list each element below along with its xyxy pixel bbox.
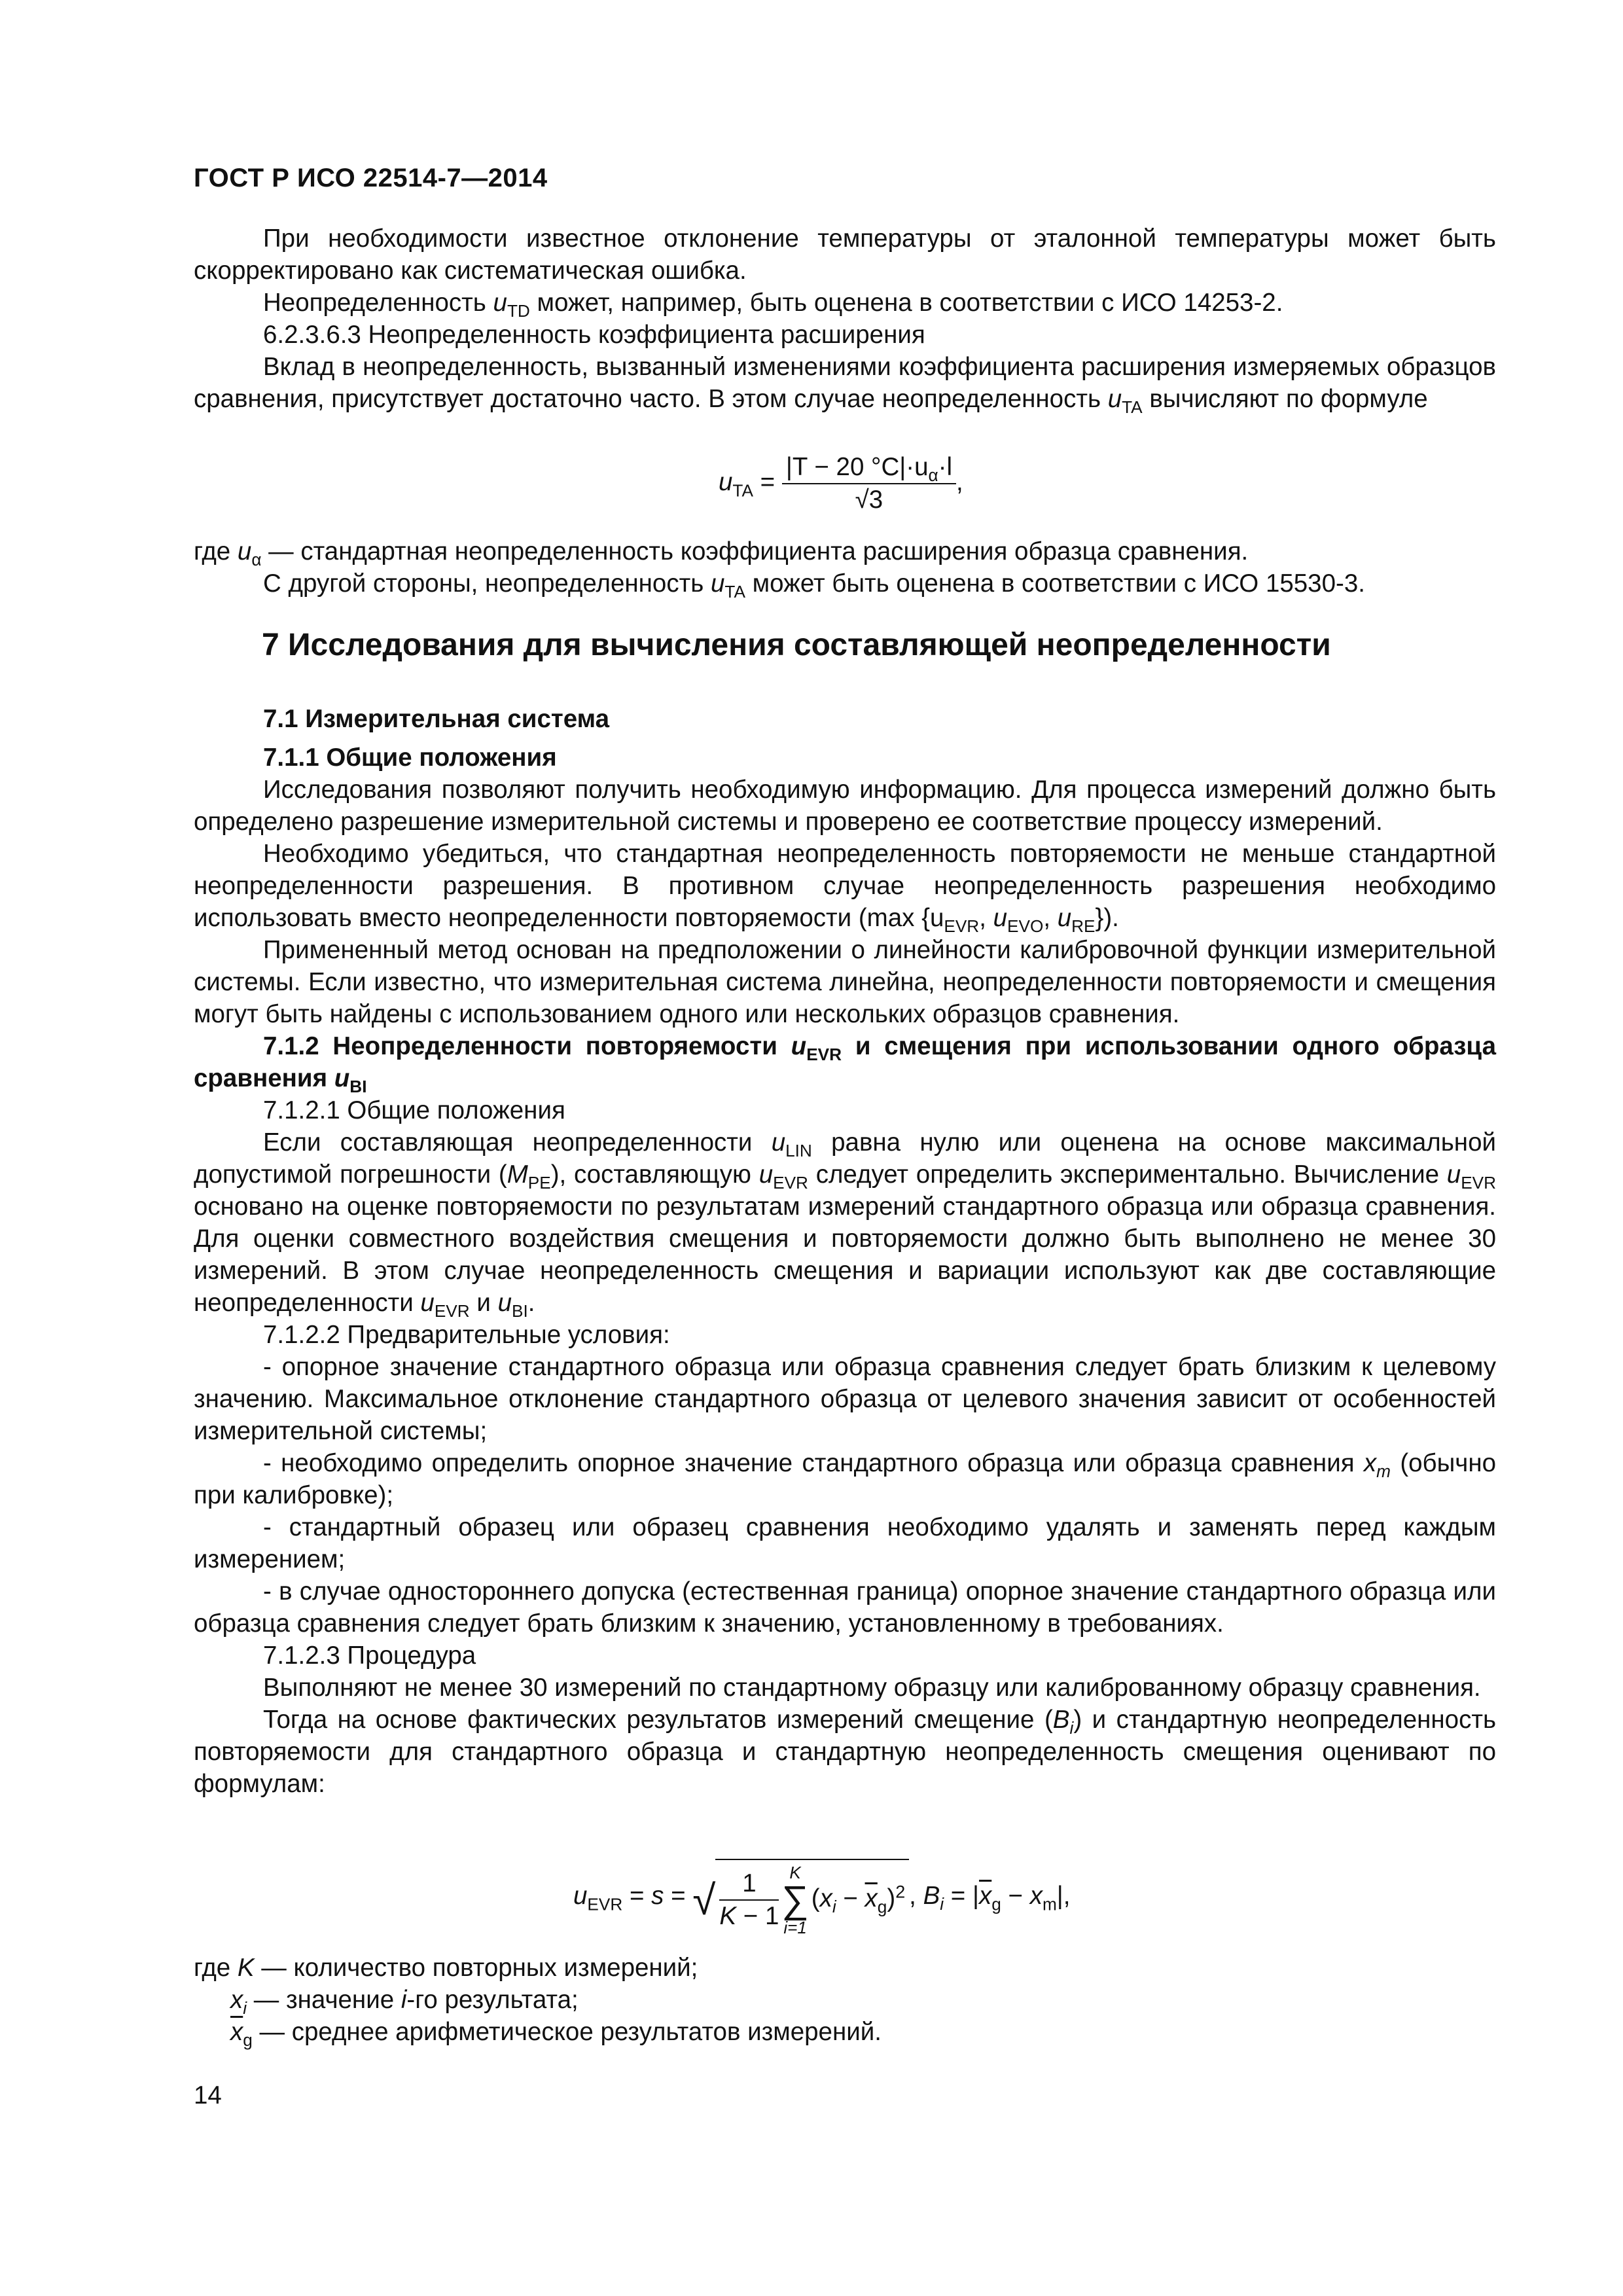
paragraph-linearity: Примененный метод основан на предположении о линейности калибровочной функции измерительной системы. Если известно, что измерительная система линейна, неопределенности повторяемости и смещения могут быть найдены с использованием одного или нескольких образцов сравнения. <box>194 936 1496 1028</box>
paragraph-ulin: Если составляющая неопределенности $u_{LIN}$ равна нулю или оценена на основе максимальной допустимой погрешности $(M_{PE})$, составляющую $u_{EVR}$ следует определить экспериментально. Вычисление $u_{EVR}$ основано на оценке повторяемости по результатам измерений стандартного образца или образца сравнения. Для оценки совместного воздействия смещения и повторяемости должно быть выполнено не менее 30 измерений. В этом случае неопределенность смещения и вариации используют как две составляющие неопределенности $u_{EVR}$ и $u_{BI}$. <box>194 1128 1497 1321</box>
sqrt-symbol: √ $\frac{1}{K - 1}$ K ∑ i=1 $(x_i - \overline{x}_g)^2$ <box>692 1859 909 1936</box>
subsection-7-1-2-1: 7.1.2.1 Общие положения <box>263 1096 565 1124</box>
paragraph-expansion: Вклад в неопределенность, вызванный изменениями коэффициента расширения измеряемых образцов сравнения, присутствует достаточно часто. В этом случае неопределенность $u_{TA}$ вычисляют по формуле <box>194 353 1496 418</box>
where-xg: $\overline{x}_g$ — среднее арифметическое результатов измерений. <box>230 2018 882 2051</box>
paragraph-research: Исследования позволяют получить необходимую информацию. Для процесса измерений должно быть определено разрешение измерительной системы и проверено ее соответствие процессу измерений. <box>194 776 1496 836</box>
subsection-7-1-2-3: 7.1.2.3 Процедура <box>263 1641 476 1670</box>
subsection-7-1-2: 7.1.2 Неопределенности повторяемости $u_{EVR}$ и смещения при использовании одного образца сравнения $u_{BI}$ <box>194 1032 1496 1097</box>
list-item-3: - стандартный образец или образец сравнения необходимо удалять и заменять перед каждым измерением; <box>194 1513 1496 1573</box>
section-7-title: 7 Исследования для вычисления составляющей неопределенности <box>262 628 1331 662</box>
text-block-section7 <box>194 703 1496 1800</box>
formula-numerator: |T − 20 °C|·u <box>785 453 929 481</box>
document-header: ГОСТ Р ИСО 22514-7—2014 <box>194 164 548 192</box>
formula-uevr: $u_{EVR} = s$ = √ $\frac{1}{K - 1}$ K ∑ i=1 $(x_i - \overline{x}_g)^2$ , $B_i = |\overline{x}_g - x_m|$, <box>573 1859 1070 1936</box>
text-block-top <box>194 223 1496 418</box>
paragraph-repeatability: Необходимо убедиться, что стандартная неопределенность повторяемости не меньше стандартной неопределенности разрешения. В противном случае неопределенность разрешения необходимо использовать вместо неопределенности повторяемости (max {$u_{EVR}$, $u_{EVO}$, $u_{RE}$}). <box>194 840 1496 937</box>
subsection-7-1: 7.1 Измерительная система <box>263 705 609 733</box>
paragraph-other-side: С другой стороны, неопределенность $u_{TA}$ может быть оценена в соответствии с ИСО 15530-3. <box>263 569 1365 602</box>
formula-denominator: √3 <box>855 486 883 514</box>
paragraph-utd: Неопределенность $u_{TD}$ может, например, быть оценена в соответствии с ИСО 14253-2. <box>263 289 1283 321</box>
text-block-where1 <box>194 535 1496 600</box>
formula-uta: $u_{TA}$ = $\frac{|T - 20 ^\circ C|\cdot u_\alpha\cdot l}{√3}$ , <box>719 453 963 514</box>
subsection-7-1-2-2: 7.1.2.2 Предварительные условия: <box>263 1321 670 1349</box>
paragraph-where-ualpha: где $u_\alpha$ — стандартная неопределенность коэффициента расширения образца сравнения. <box>194 537 1249 570</box>
paragraph-temperature: При необходимости известное отклонение температуры от эталонной температуры может быть скорректировано как систематическая ошибка. <box>194 224 1496 285</box>
where-k: где K — количество повторных измерений; <box>194 1954 698 1982</box>
list-item-4: - в случае одностороннего допуска (естественная граница) опорное значение стандартного образца или образца сравнения следует брать близким к значению, установленному в требованиях. <box>194 1577 1496 1638</box>
page-number: 14 <box>194 2081 222 2109</box>
list-item-1: - опорное значение стандартного образца или образца сравнения следует брать близким к целевому значению. Максимальное отклонение стандартного образца от целевого значения зависит от особенностей измерительной системы; <box>194 1353 1496 1445</box>
list-item-2: - необходимо определить опорное значение стандартного образца или образца сравнения $x_m$ (обычно при калибровке); <box>194 1449 1497 1509</box>
subsection-6-2-3-6-3: 6.2.3.6.3 Неопределенность коэффициента расширения <box>263 321 925 349</box>
subsection-7-1-1: 7.1.1 Общие положения <box>263 744 557 772</box>
where-xi: $x_i$ — значение i-го результата; <box>230 1986 579 2018</box>
paragraph-bias: Тогда на основе фактических результатов измерений смещение $(B_i)$ и стандартную неопределенность повторяемости для стандартного образца и стандартную неопределенность смещения оценивают по формулам: <box>194 1706 1497 1798</box>
paragraph-30-measurements: Выполняют не менее 30 измерений по стандартному образцу или калиброванному образцу сравнения. <box>263 1674 1481 1702</box>
